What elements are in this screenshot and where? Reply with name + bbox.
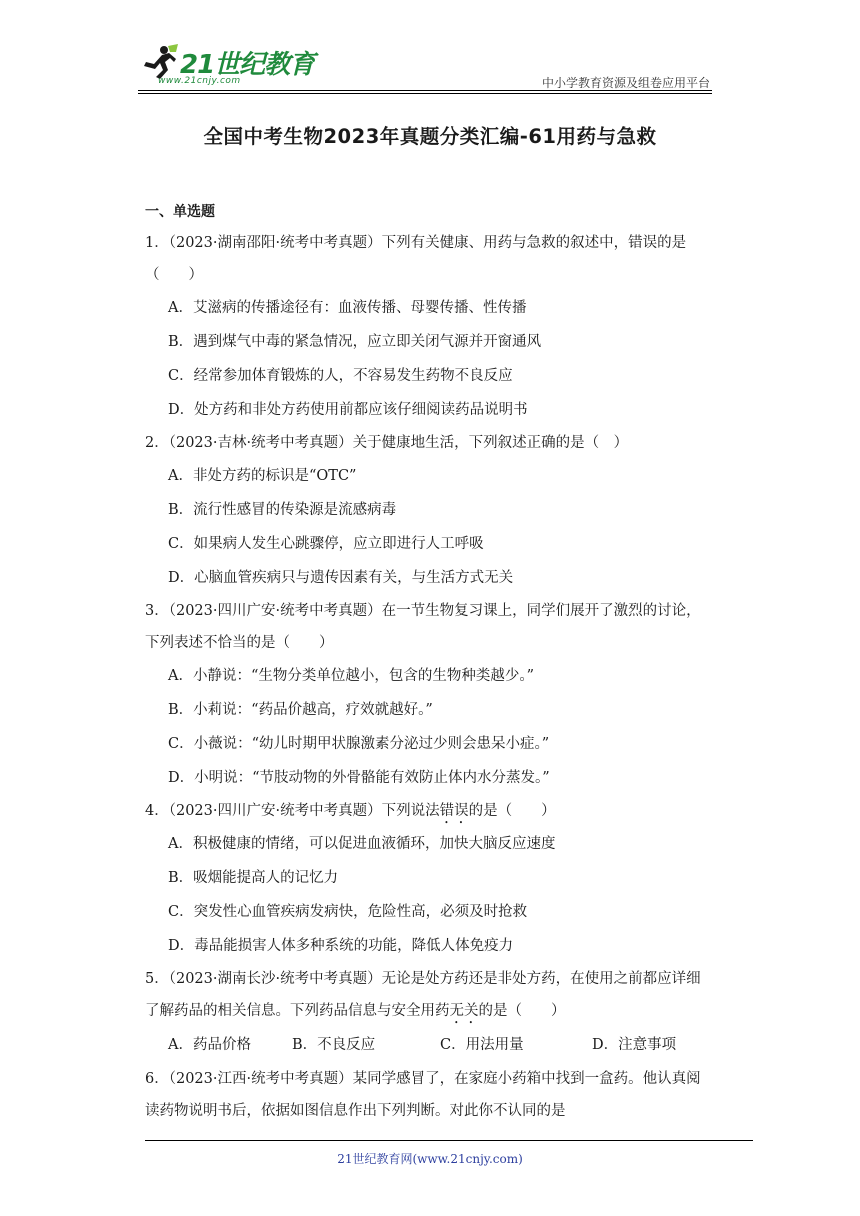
option-a: A．小静说：“生物分类单位越小，包含的生物种类越少。”	[168, 668, 535, 684]
question-5	[145, 963, 725, 1063]
question-2	[145, 427, 725, 595]
question-stem-cont	[145, 995, 725, 1027]
emphasis-text: 错误	[439, 803, 469, 819]
option-d: D．毒品能损害人体多种系统的功能，降低人体免疫力	[168, 938, 514, 954]
question-stem	[145, 795, 725, 827]
stem-text-end: 的是（ ）	[478, 1003, 566, 1019]
header-platform-label: 中小学教育资源及组卷应用平台	[541, 76, 710, 90]
option-a: A．艾滋病的传播途径有：血液传播、母婴传播、性传播	[168, 300, 527, 316]
runner-icon	[138, 44, 178, 80]
logo-url: www.21cnjy.com	[158, 76, 241, 86]
option-d: D．注意事项	[592, 1037, 677, 1053]
header-divider	[138, 90, 712, 91]
question-4	[145, 795, 725, 963]
page-header	[138, 38, 712, 90]
footer-divider	[145, 1140, 753, 1141]
footer-link[interactable]: 21世纪教育网(www.21cnjy.com)	[337, 1152, 523, 1166]
question-stem: 2．（2023·吉林·统考中考真题）关于健康地生活，下列叙述正确的是（ ）	[145, 435, 629, 451]
option-b: B．流行性感冒的传染源是流感病毒	[168, 502, 397, 518]
question-stem: 5．（2023·湖南长沙·统考中考真题）无论是处方药还是非处方药，在使用之前都应详细	[145, 971, 701, 987]
question-stem-cont: 下列表述不恰当的是（ ）	[145, 635, 334, 651]
options-row	[145, 1027, 725, 1063]
logo-text: 21世纪教育	[180, 50, 315, 80]
question-1	[145, 227, 725, 427]
question-3	[145, 595, 725, 795]
option-c: C．如果病人发生心跳骤停，应立即进行人工呼吸	[168, 536, 484, 552]
question-stem-cont: 读药物说明书后，依据如图信息作出下列判断。对此你不认同的是	[145, 1103, 566, 1119]
option-c: C．小薇说：“幼儿时期甲状腺激素分泌过少则会患呆小症。”	[168, 736, 550, 752]
header-divider-thin	[138, 93, 712, 94]
option-d: D．心脑血管疾病只与遗传因素有关，与生活方式无关	[168, 570, 514, 586]
option-c: C．经常参加体育锻炼的人，不容易发生药物不良反应	[168, 368, 513, 384]
option-b: B．不良反应	[292, 1037, 376, 1053]
option-b: B．小莉说：“药品价越高，疗效就越好。”	[168, 702, 433, 718]
question-stem-cont: （ ）	[145, 267, 203, 283]
option-d: D．小明说：“节肢动物的外骨骼能有效防止体内水分蒸发。”	[168, 770, 550, 786]
option-a: A．积极健康的情绪，可以促进血液循环，加快大脑反应速度	[168, 836, 556, 852]
stem-text: 4．（2023·四川广安·统考中考真题）下列说法	[145, 803, 440, 819]
stem-text-end: 的是（ ）	[468, 803, 556, 819]
stem-text: 了解药品的相关信息。下列药品信息与安全用药	[145, 1003, 450, 1019]
document-title: 全国中考生物2023年真题分类汇编-61用药与急救	[203, 125, 657, 148]
option-d: D．处方药和非处方药使用前都应该仔细阅读药品说明书	[168, 402, 528, 418]
option-b: B．吸烟能提高人的记忆力	[168, 870, 339, 886]
option-b: B．遇到煤气中毒的紧急情况，应立即关闭气源并开窗通风	[168, 334, 542, 350]
option-c: C．用法用量	[440, 1037, 524, 1053]
option-c: C．突发性心血管疾病发病快，危险性高，必须及时抢救	[168, 904, 528, 920]
option-a: A．药品价格	[168, 1037, 251, 1053]
question-6	[145, 1063, 725, 1127]
option-a: A．非处方药的标识是“OTC”	[168, 468, 357, 484]
site-logo[interactable]	[138, 44, 318, 90]
question-stem: 1．（2023·湖南邵阳·统考中考真题）下列有关健康、用药与急救的叙述中，错误的是	[145, 235, 687, 251]
section-heading: 一、单选题	[145, 204, 215, 220]
emphasis-text: 无关	[449, 1003, 479, 1019]
question-stem: 3．（2023·四川广安·统考中考真题）在一节生物复习课上，同学们展开了激烈的讨论，	[145, 603, 701, 619]
question-stem: 6．（2023·江西·统考中考真题）某同学感冒了，在家庭小药箱中找到一盒药。他认真阅	[145, 1071, 701, 1087]
question-list	[145, 227, 725, 1127]
